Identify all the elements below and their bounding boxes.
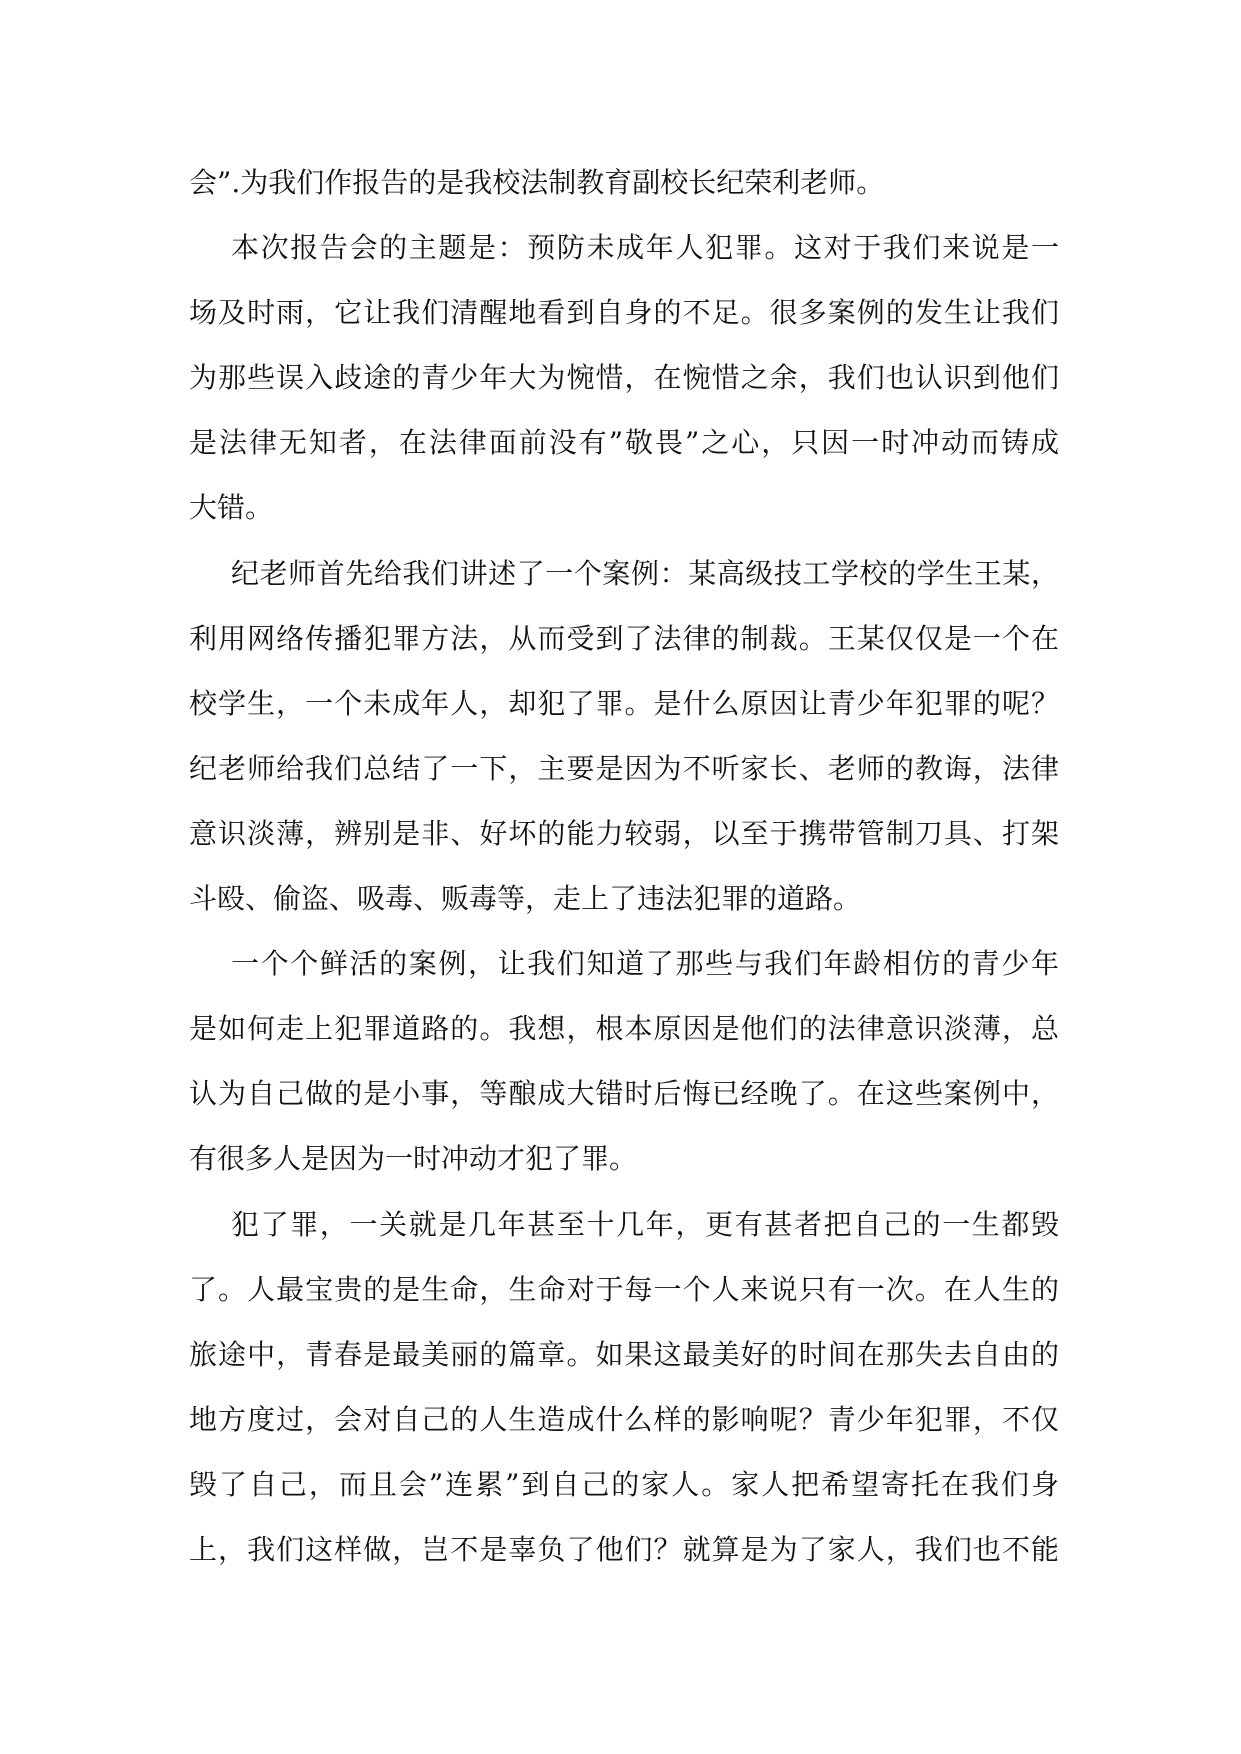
text-line: 犯了罪，一关就是几年甚至十几年，更有甚者把自己的一生都毁 (231, 1207, 1059, 1241)
text-line: 认为自己做的是小事，等酿成大错时后悔已经晚了。在这些案例中， (189, 1077, 1059, 1111)
text-line: 一个个鲜活的案例，让我们知道了那些与我们年龄相仿的青少年 (231, 947, 1059, 981)
text-line: 会”.为我们作报告的是我校法制教育副校长纪荣利老师。 (189, 166, 885, 199)
text-line: 大错。 (189, 491, 274, 525)
text-line: 本次报告会的主题是：预防未成年人犯罪。这对于我们来说是一 (231, 231, 1059, 265)
text-line: 毁了自己，而且会”连累”到自己的家人。家人把希望寄托在我们身 (189, 1467, 1059, 1501)
text-line: 旅途中，青春是最美丽的篇章。如果这最美好的时间在那失去自由的 (189, 1337, 1059, 1371)
text-line: 纪老师给我们总结了一下，主要是因为不听家长、老师的教诲，法律 (189, 751, 1059, 785)
text-line: 上，我们这样做，岂不是辜负了他们？就算是为了家人，我们也不能 (189, 1532, 1059, 1566)
text-line: 利用网络传播犯罪方法，从而受到了法律的制裁。王某仅仅是一个在 (189, 621, 1059, 655)
text-line: 斗殴、偷盗、吸毒、贩毒等，走上了违法犯罪的道路。 (189, 882, 862, 916)
text-line: 有很多人是因为一时冲动才犯了罪。 (189, 1142, 638, 1176)
text-line: 地方度过，会对自己的人生造成什么样的影响呢？青少年犯罪，不仅 (189, 1402, 1059, 1436)
text-line: 意识淡薄，辨别是非、好坏的能力较弱，以至于携带管制刀具、打架 (189, 816, 1059, 850)
text-line: 是法律无知者，在法律面前没有”敬畏”之心，只因一时冲动而铸成 (189, 426, 1059, 460)
text-line: 纪老师首先给我们讲述了一个案例：某高级技工学校的学生王某， (231, 556, 1059, 590)
text-line: 为那些误入歧途的青少年大为惋惜，在惋惜之余，我们也认识到他们 (189, 361, 1059, 395)
text-line: 了。人最宝贵的是生命，生命对于每一个人来说只有一次。在人生的 (189, 1272, 1059, 1306)
body-text (189, 150, 1059, 1582)
text-line: 场及时雨，它让我们清醒地看到自身的不足。很多案例的发生让我们 (189, 296, 1059, 330)
text-line: 校学生，一个未成年人，却犯了罪。是什么原因让青少年犯罪的呢？ (189, 686, 1059, 720)
text-line: 是如何走上犯罪道路的。我想，根本原因是他们的法律意识淡薄，总 (189, 1012, 1059, 1046)
